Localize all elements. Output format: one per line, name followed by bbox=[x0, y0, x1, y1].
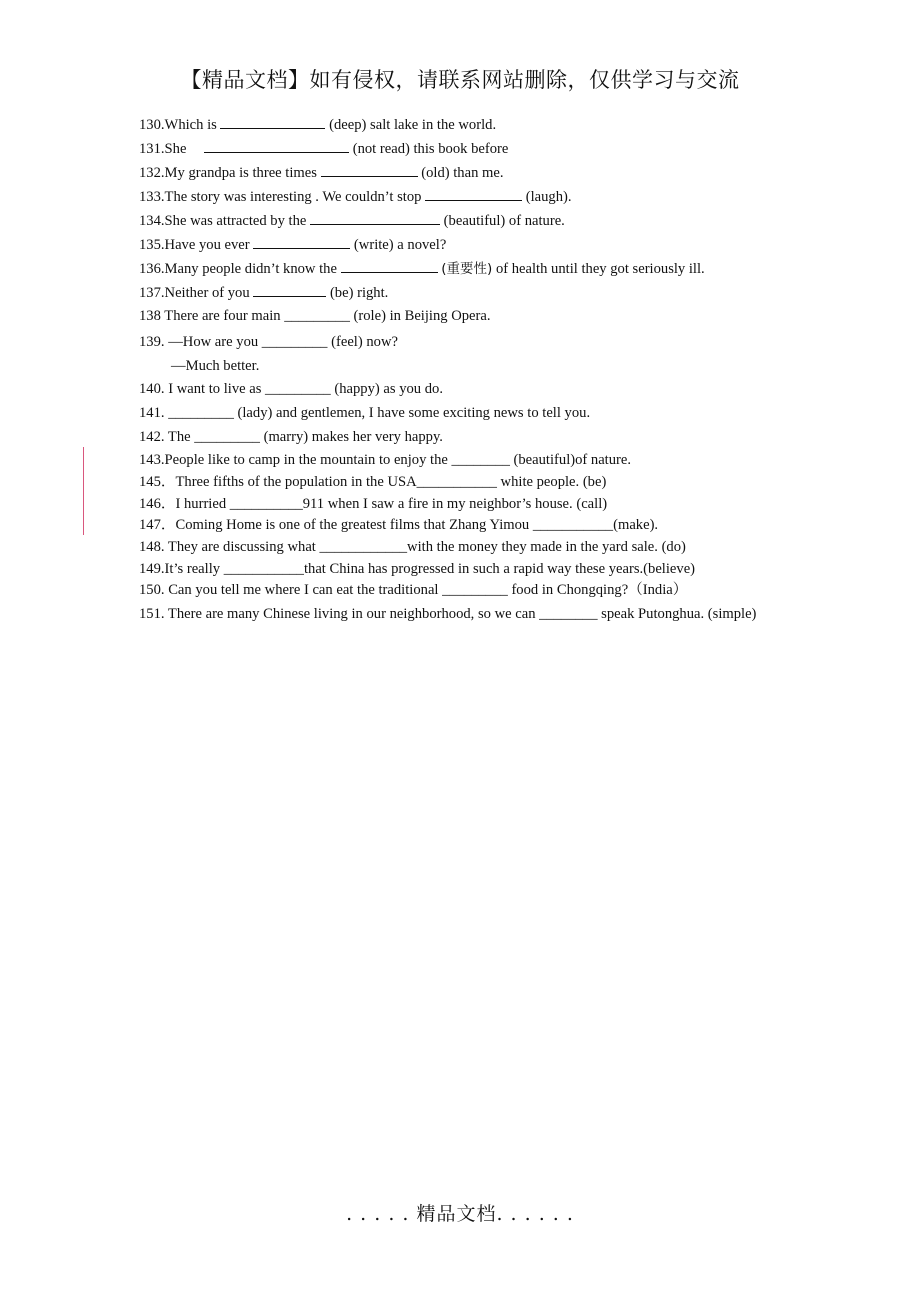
answer-blank[interactable] bbox=[220, 115, 325, 129]
question-142: 142. The _________ (marry) makes her very happy. bbox=[139, 429, 443, 445]
question-136: 136.Many people didn’t know the (重要性) of health until they got seriously ill. bbox=[139, 261, 705, 277]
question-131: 131.She (not read) this book before bbox=[139, 141, 509, 157]
answer-blank[interactable] bbox=[253, 235, 350, 249]
answer-blank[interactable] bbox=[425, 187, 522, 201]
answer-blank[interactable] bbox=[341, 259, 438, 273]
page-footer: . . . . . 精品文档. . . . . . bbox=[346, 1203, 574, 1225]
answer-blank[interactable] bbox=[204, 139, 349, 153]
question-138: 138 There are four main _________ (role) in Beijing Opera. bbox=[139, 308, 491, 324]
answer-blank[interactable] bbox=[310, 211, 440, 225]
question-143: 143.People like to camp in the mountain to enjoy the ________ (beautiful)of nature. bbox=[139, 452, 632, 468]
question-139-reply: —Much better. bbox=[171, 358, 260, 374]
margin-revision-mark bbox=[83, 447, 84, 535]
question-137: 137.Neither of you (be) right. bbox=[139, 285, 389, 301]
question-148: 148. They are discussing what ____________with the money they made in the yard sale. (do) bbox=[139, 539, 686, 555]
answer-blank[interactable] bbox=[253, 283, 326, 297]
question-130: 130.Which is (deep) salt lake in the world. bbox=[139, 117, 497, 133]
answer-blank[interactable] bbox=[321, 163, 418, 177]
question-140: 140. I want to live as _________ (happy) as you do. bbox=[139, 381, 443, 397]
question-147: 147．Coming Home is one of the greatest films that Zhang Yimou ___________(make). bbox=[139, 517, 659, 533]
page-header: 【精品文档】如有侵权，请联系网站删除，仅供学习与交流 bbox=[180, 68, 740, 92]
question-133: 133.The story was interesting . We couldn’t stop (laugh). bbox=[139, 189, 572, 205]
question-132: 132.My grandpa is three times (old) than me. bbox=[139, 165, 504, 181]
question-134: 134.She was attracted by the (beautiful) of nature. bbox=[139, 213, 565, 229]
question-141: 141. _________ (lady) and gentlemen, I have some exciting news to tell you. bbox=[139, 405, 591, 421]
question-135: 135.Have you ever (write) a novel? bbox=[139, 237, 447, 253]
question-151: 151. There are many Chinese living in our neighborhood, so we can ________ speak Putonghua. (simple) bbox=[139, 606, 757, 622]
question-139: 139. —How are you _________ (feel) now? bbox=[139, 334, 398, 350]
chinese-hint: (重要性) bbox=[441, 261, 493, 277]
question-145: 145．Three fifths of the population in the USA___________ white people. (be) bbox=[139, 474, 607, 490]
question-150: 150. Can you tell me where I can eat the traditional _________ food in Chongqing?（India） bbox=[139, 582, 688, 598]
question-149: 149.It’s really ___________that China has progressed in such a rapid way these years.(believe) bbox=[139, 561, 696, 577]
question-146: 146．I hurried __________911 when I saw a fire in my neighbor’s house. (call) bbox=[139, 496, 608, 512]
